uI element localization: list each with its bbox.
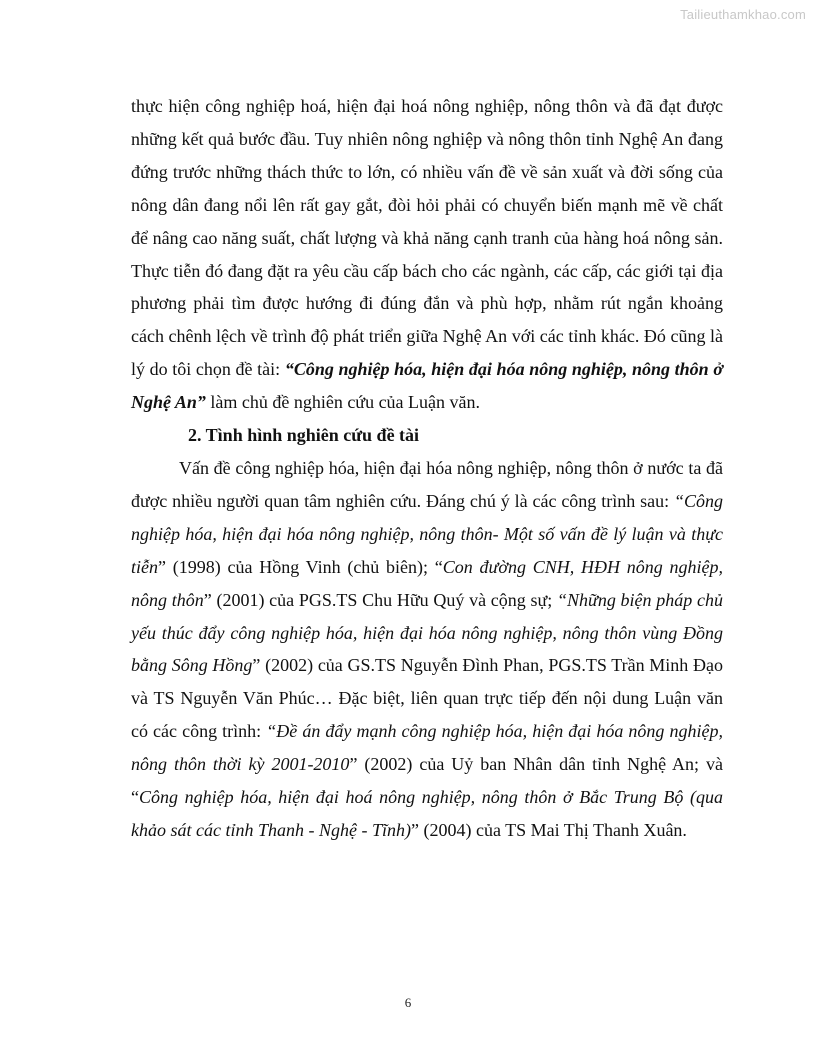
research-text-5: ” (2002) của Uỷ ban Nhân dân tỉnh Nghệ An; và “ xyxy=(131,754,723,808)
paragraph-intro-text: thực hiện công nghiệp hoá, hiện đại hoá nông nghiệp, nông thôn và đã đạt được những kết quả bước đầu. Tuy nhiên nông nghiệp và nông thôn tỉnh Nghệ An đang đứng trước những thách thức to lớn, có nhiều vấn đề về sản xuất và đời sống của nông dân đang nổi lên rất gay gắt, đòi hỏi phải có chuyển biến mạnh mẽ về chất để nâng cao năng suất, chất lượng và khả năng cạnh tranh của hàng hoá nông sản. Thực tiễn đó đang đặt ra yêu cầu cấp bách cho các ngành, các cấp, các giới tại địa phương phải tìm được hướng đi đúng đắn và phù hợp, nhằm rút ngắn khoảng cách chênh lệch về trình độ phát triển giữa Nghệ An với các tỉnh khác. Đó cũng là lý do tôi chọn đề tài: xyxy=(131,96,723,380)
section-heading: 2. Tình hình nghiên cứu đề tài xyxy=(188,425,420,446)
watermark: Tailieuthamkhao.com xyxy=(680,7,806,22)
research-text-1: Vấn đề công nghiệp hóa, hiện đại hóa nông nghiệp, nông thôn ở nước ta đã được nhiều người quan tâm nghiên cứu. Đáng chú ý là các công trình sau: xyxy=(131,457,723,511)
research-text-4: ” (2002) của GS.TS Nguyễn Đình Phan, PGS.TS Trần Minh Đạo và TS Nguyễn Văn Phúc… Đặc biệt, liên quan trực tiếp đến nội dung Luận văn có các công trình: xyxy=(131,655,723,742)
thesis-title: “Công nghiệp hóa, hiện đại hóa nông nghiệp, nông thôn ở Nghệ An” xyxy=(131,359,723,413)
work-title-3: “Những biện pháp chủ yếu thúc đẩy công nghiệp hóa, hiện đại hóa nông nghiệp, nông thôn vùng Đồng bằng Sông Hồng xyxy=(131,589,723,676)
paragraph-research xyxy=(131,452,723,847)
work-title-5: Công nghiệp hóa, hiện đại hoá nông nghiệp, nông thôn ở Bắc Trung Bộ (qua khảo sát các tỉnh Thanh - Nghệ - Tĩnh) xyxy=(131,787,723,840)
research-text-6: ” (2004) của TS Mai Thị Thanh Xuân. xyxy=(410,819,687,840)
work-title-2: Con đường CNH, HĐH nông nghiệp, nông thôn xyxy=(131,556,723,610)
paragraph-intro-end: làm chủ đề nghiên cứu của Luận văn. xyxy=(205,392,481,413)
page-body xyxy=(131,90,723,847)
research-text-3: ” (2001) của PGS.TS Chu Hữu Quý và cộng sự; xyxy=(203,589,557,610)
paragraph-intro xyxy=(131,90,723,419)
work-title-4: “Đề án đẩy mạnh công nghiệp hóa, hiện đại hóa nông nghiệp, nông thôn thời kỳ 2001-2010 xyxy=(131,721,724,775)
work-title-1: “Công nghiệp hóa, hiện đại hóa nông nghiệp, nông thôn- Một số vấn đề lý luận và thực tiễn xyxy=(131,490,723,577)
page-number: 6 xyxy=(404,995,412,1010)
research-text-2: ” (1998) của Hồng Vinh (chủ biên); “ xyxy=(158,556,443,577)
